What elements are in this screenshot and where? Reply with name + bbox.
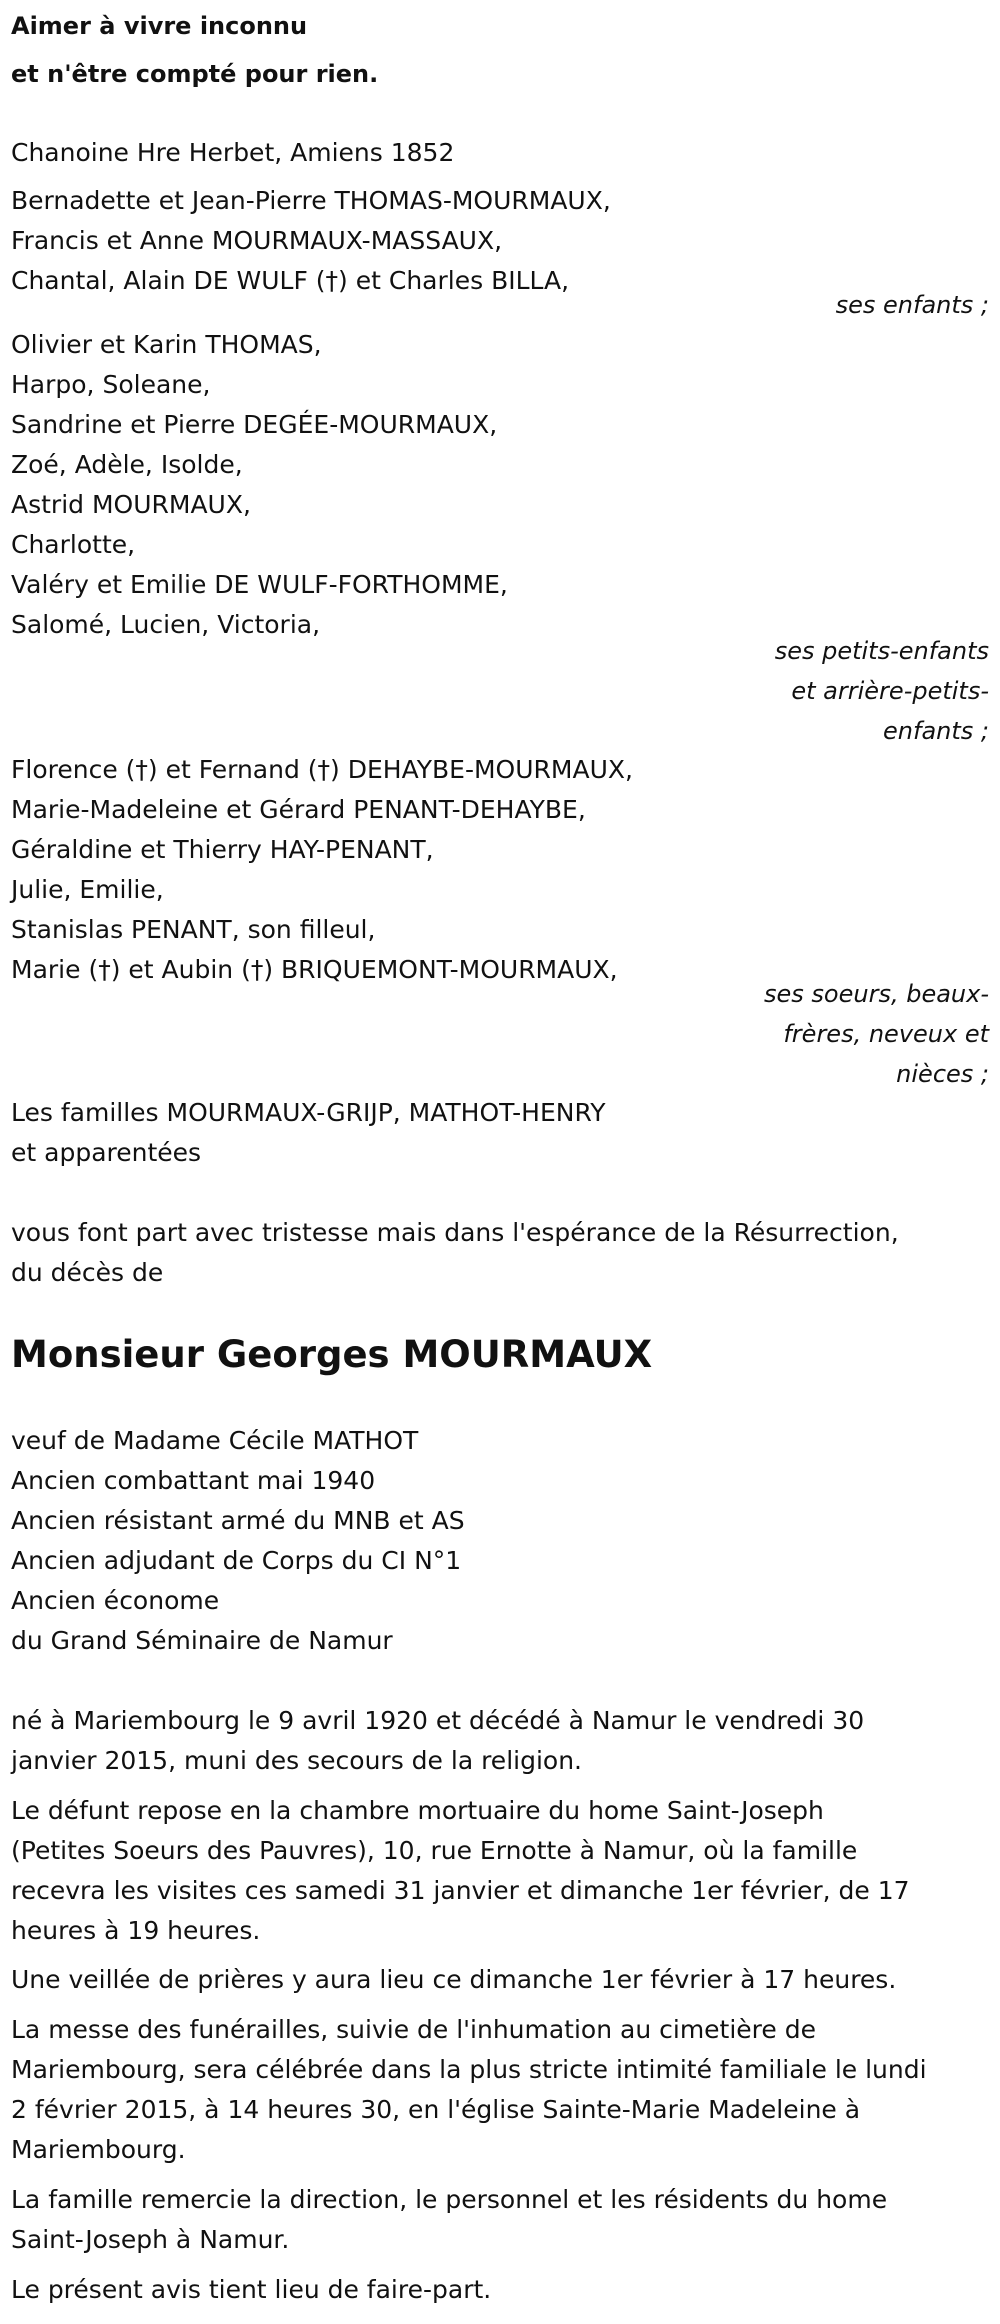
deceased-titles	[11, 1421, 465, 1661]
deceased-name: Monsieur Georges MOURMAUX	[11, 1333, 653, 1376]
family-member-line: Astrid MOURMAUX,	[11, 490, 251, 519]
role-siblings	[11, 974, 989, 1094]
title-line: Ancien économe	[11, 1586, 220, 1615]
role-line: ses petits-enfants	[774, 637, 989, 665]
paragraph-line: Le présent avis tient lieu de faire-part.	[11, 2275, 492, 2304]
title-line: Ancien combattant mai 1940	[11, 1466, 376, 1495]
paragraph-vigil	[11, 1960, 896, 2000]
role-grandchildren	[11, 631, 989, 751]
title-line: du Grand Séminaire de Namur	[11, 1626, 393, 1655]
family-member-line: Francis et Anne MOURMAUX-MASSAUX,	[11, 226, 503, 255]
paragraph-birth-death	[11, 1701, 864, 1781]
family-member-line: Olivier et Karin THOMAS,	[11, 330, 322, 359]
paragraph-funeral	[11, 2010, 927, 2170]
paragraph-line: (Petites Soeurs des Pauvres), 10, rue Ernotte à Namur, où la famille	[11, 1836, 858, 1865]
role-line: frères, neveux et	[783, 1020, 989, 1048]
role-line: ses soeurs, beaux-	[764, 980, 989, 1008]
title-line: Ancien résistant armé du MNB et AS	[11, 1506, 465, 1535]
families-line: Les familles MOURMAUX-GRIJP, MATHOT-HENRY	[11, 1098, 606, 1127]
family-member-line: Salomé, Lucien, Victoria,	[11, 610, 321, 639]
paragraph-line: La famille remercie la direction, le personnel et les résidents du home	[11, 2185, 888, 2214]
family-member-line: Florence (†) et Fernand (†) DEHAYBE-MOURMAUX,	[11, 755, 633, 784]
family-member-line: Julie, Emilie,	[11, 875, 164, 904]
paragraph-notice	[11, 2270, 491, 2310]
role-line: nièces ;	[896, 1060, 989, 1088]
title-line: veuf de Madame Cécile MATHOT	[11, 1426, 419, 1455]
family-member-line: Charlotte,	[11, 530, 136, 559]
family-member-line: Sandrine et Pierre DEGÉE-MOURMAUX,	[11, 410, 498, 439]
epigraph-line: et n'être compté pour rien.	[11, 60, 379, 88]
families	[11, 1093, 605, 1173]
paragraph-line: Mariembourg, sera célébrée dans la plus stricte intimité familiale le lundi	[11, 2055, 927, 2084]
paragraph-line: 2 février 2015, à 14 heures 30, en l'église Sainte-Marie Madeleine à	[11, 2095, 861, 2124]
paragraph-line: recevra les visites ces samedi 31 janvier et dimanche 1er février, de 17	[11, 1876, 910, 1905]
children-list	[11, 181, 611, 301]
family-member-line: Chantal, Alain DE WULF (†) et Charles BILLA,	[11, 266, 570, 295]
epigraph-author: Chanoine Hre Herbet, Amiens 1852	[11, 138, 455, 167]
paragraph-visitation	[11, 1791, 910, 1951]
paragraph-line: Mariembourg.	[11, 2135, 186, 2164]
paragraph-line: La messe des funérailles, suivie de l'inhumation au cimetière de	[11, 2015, 816, 2044]
role-line: et arrière-petits-	[791, 677, 989, 705]
announcement-line: vous font part avec tristesse mais dans l'espérance de la Résurrection,	[11, 1218, 899, 1247]
family-member-line: Bernadette et Jean-Pierre THOMAS-MOURMAUX,	[11, 186, 611, 215]
family-member-line: Géraldine et Thierry HAY-PENANT,	[11, 835, 434, 864]
title-line: Ancien adjudant de Corps du CI N°1	[11, 1546, 462, 1575]
announcement	[11, 1213, 899, 1293]
paragraph-line: Saint-Joseph à Namur.	[11, 2225, 290, 2254]
paragraph-line: né à Mariembourg le 9 avril 1920 et décédé à Namur le vendredi 30	[11, 1706, 865, 1735]
role-line: enfants ;	[883, 717, 989, 745]
family-member-line: Marie (†) et Aubin (†) BRIQUEMONT-MOURMAUX,	[11, 955, 618, 984]
family-member-line: Valéry et Emilie DE WULF-FORTHOMME,	[11, 570, 508, 599]
family-member-line: Zoé, Adèle, Isolde,	[11, 450, 243, 479]
epigraph	[11, 2, 378, 98]
siblings-list	[11, 750, 633, 990]
paragraph-line: Une veillée de prières y aura lieu ce dimanche 1er février à 17 heures.	[11, 1965, 897, 1994]
paragraph-line: Le défunt repose en la chambre mortuaire du home Saint-Joseph	[11, 1796, 824, 1825]
announcement-line: du décès de	[11, 1258, 164, 1287]
grandchildren-list	[11, 325, 508, 645]
family-member-line: Harpo, Soleane,	[11, 370, 211, 399]
family-member-line: Marie-Madeleine et Gérard PENANT-DEHAYBE,	[11, 795, 586, 824]
families-line: et apparentées	[11, 1138, 202, 1167]
role-children: ses enfants ;	[835, 291, 989, 319]
family-member-line: Stanislas PENANT, son filleul,	[11, 915, 376, 944]
paragraph-line: heures à 19 heures.	[11, 1916, 261, 1945]
paragraph-thanks	[11, 2180, 887, 2260]
epigraph-line: Aimer à vivre inconnu	[11, 12, 308, 40]
paragraph-line: janvier 2015, muni des secours de la religion.	[11, 1746, 582, 1775]
